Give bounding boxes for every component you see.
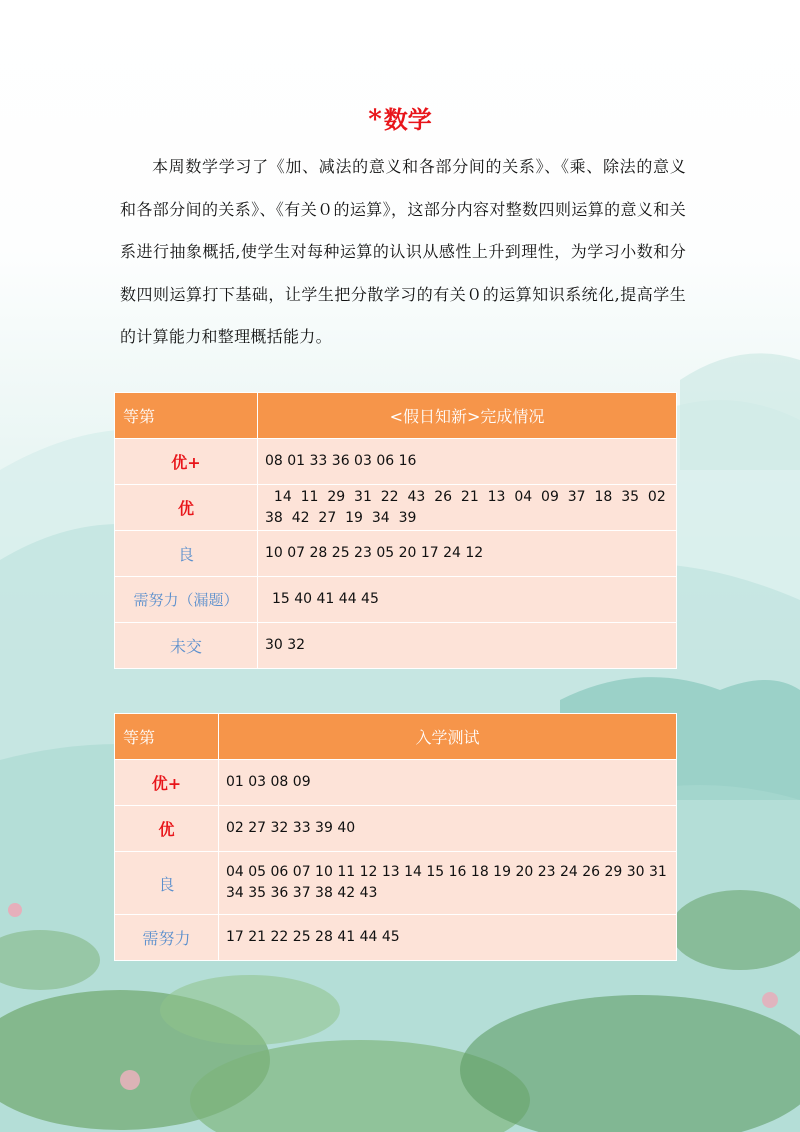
student-ids: 01 03 08 09: [219, 760, 677, 806]
grade-label: 良: [115, 531, 258, 577]
table-row: [115, 806, 677, 852]
grade-label: 未交: [115, 623, 258, 669]
holiday-homework-table: [114, 392, 677, 669]
grade-label: 需努力: [115, 915, 219, 961]
intro-paragraph: 本周数学学习了《加、减法的意义和各部分间的关系》、《乘、除法的意义和各部分间的关系》、《有关０的运算》，这部分内容对整数四则运算的意义和关系进行抽象概括,使学生对每种运算的认识从感性上升到理性，为学习小数和分数四则运算打下基础，让学生把分散学习的有关０的运算知识系统化,提高学生的计算能力和整理概括能力。: [120, 157, 686, 346]
grade-label: 优: [115, 485, 258, 531]
student-ids: 15 40 41 44 45: [258, 577, 677, 623]
table-header-row: [115, 714, 677, 760]
table-row: [115, 760, 677, 806]
grade-label: 优+: [115, 760, 219, 806]
table-row: [115, 439, 677, 485]
table-row: [115, 852, 677, 915]
student-ids: 02 27 32 33 39 40: [219, 806, 677, 852]
student-ids: 10 07 28 25 23 05 20 17 24 12: [258, 531, 677, 577]
student-ids: 04 05 06 07 10 11 12 13 14 15 16 18 19 20 23 24 26 29 30 31 34 35 36 37 38 42 43: [219, 852, 677, 915]
table-header-row: [115, 393, 677, 439]
grade-label: 良: [115, 852, 219, 915]
grade-label: 优+: [115, 439, 258, 485]
grade-label: 需努力（漏题）: [115, 577, 258, 623]
section-title-text: 数学: [383, 105, 432, 134]
student-ids: 17 21 22 25 28 41 44 45: [219, 915, 677, 961]
star-icon: *: [368, 105, 382, 135]
header-test: 入学测试: [219, 714, 677, 760]
table-row: [115, 485, 677, 531]
header-grade: 等第: [115, 393, 258, 439]
entrance-test-table: [114, 713, 677, 961]
header-grade: 等第: [115, 714, 219, 760]
table-row: [115, 915, 677, 961]
student-ids: 30 32: [258, 623, 677, 669]
header-status: <假日知新>完成情况: [258, 393, 677, 439]
grade-label: 优: [115, 806, 219, 852]
student-ids: 14 11 29 31 22 43 26 21 13 04 09 37 18 35 02 38 42 27 19 34 39: [258, 485, 677, 531]
table-row: [115, 531, 677, 577]
student-ids: 08 01 33 36 03 06 16: [258, 439, 677, 485]
table-row: [115, 577, 677, 623]
table-row: [115, 623, 677, 669]
section-title: [0, 100, 800, 135]
